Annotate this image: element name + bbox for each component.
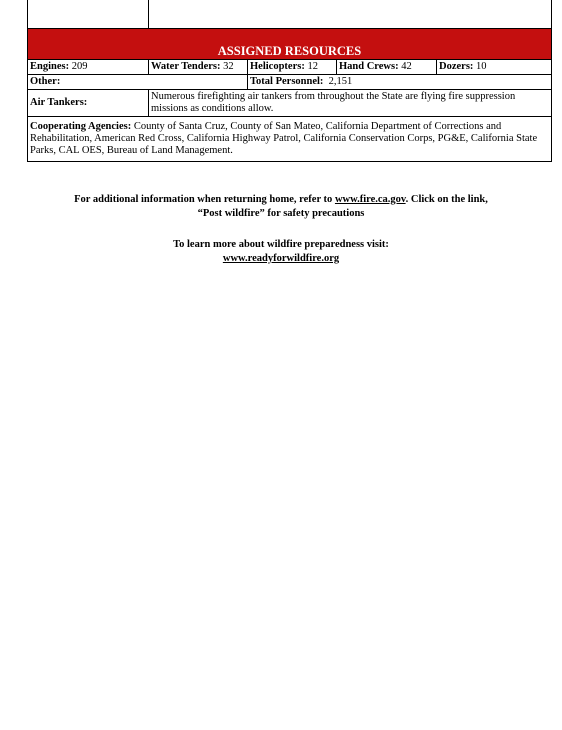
top-continuation-row [28, 0, 552, 29]
dozers-cell: Dozers: 10 [437, 60, 552, 75]
top-cell-right [149, 0, 552, 29]
air-tankers-label-cell: Air Tankers: [28, 90, 149, 117]
return-home-info: For additional information when returning home, refer to www.fire.ca.gov. Click on the link, “Post wildfire” for safety precautions [74, 194, 488, 219]
readyforwildfire-link[interactable]: www.readyforwildfire.org [222, 253, 340, 264]
header-row [28, 29, 552, 60]
preparedness-info: To learn more about wildfire preparedness visit: www.readyforwildfire.org [173, 239, 389, 264]
fire-ca-gov-link[interactable]: www.fire.ca.gov [334, 194, 406, 205]
air-tankers-value-cell: Numerous firefighting air tankers from throughout the State are flying fire suppression missions as conditions allow. [149, 90, 552, 117]
other-cell: Other: [28, 75, 248, 90]
assigned-resources-header: ASSIGNED RESOURCES [28, 29, 552, 60]
total-personnel-cell: Total Personnel: 2,151 [248, 75, 552, 90]
hand-crews-cell: Hand Crews: 42 [337, 60, 437, 75]
resource-counts-row [28, 60, 552, 75]
engines-cell: Engines: 209 [28, 60, 149, 75]
cooperating-agencies-row [28, 117, 552, 162]
top-cell-left [28, 0, 149, 29]
helicopters-cell: Helicopters: 12 [248, 60, 337, 75]
cooperating-agencies-cell: Cooperating Agencies: County of Santa Cruz, County of San Mateo, California Department of Corrections and Rehabilitation, American Red Cross, California Highway Patrol, California Conservation Corps, PG&E, California State Parks, CAL OES, Bureau of Land Management. [28, 117, 552, 162]
water-tenders-cell: Water Tenders: 32 [149, 60, 248, 75]
assigned-resources-table [27, 0, 552, 162]
air-tankers-row [28, 90, 552, 117]
other-row [28, 75, 552, 90]
